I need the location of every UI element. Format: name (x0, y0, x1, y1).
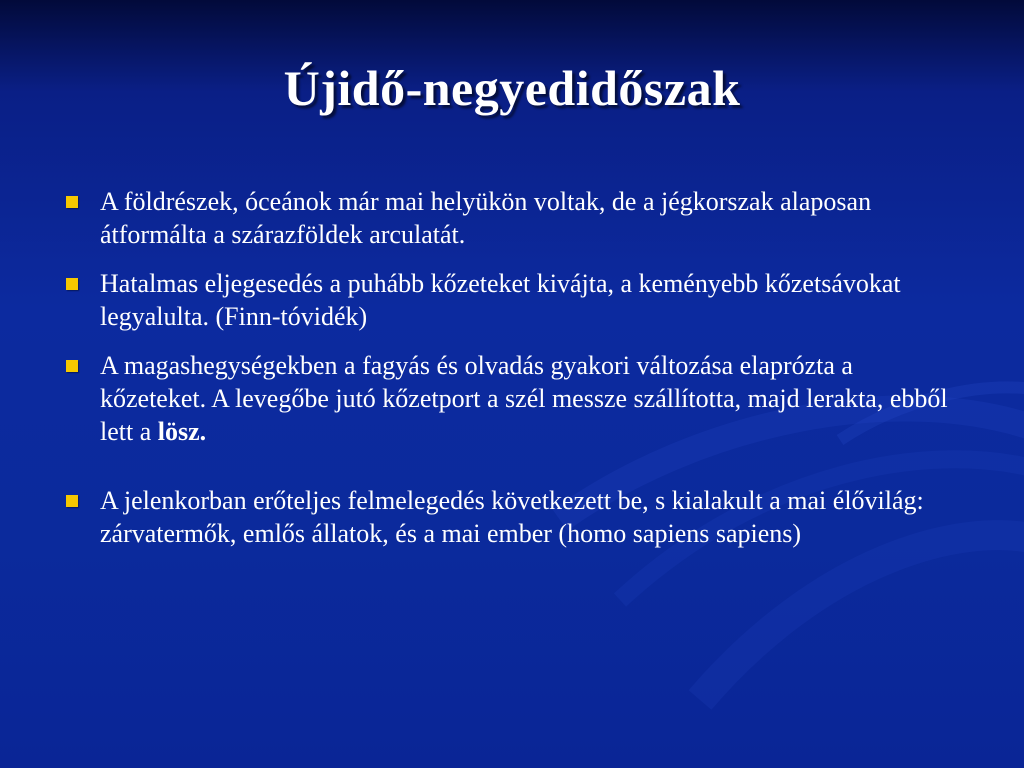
bullet-text: A jelenkorban erőteljes felmelegedés következett be, s kialakult a mai élővilág: zárvatermők, emlős állatok, és a mai ember (homo sapiens sapiens) (100, 486, 924, 548)
list-item (60, 267, 965, 333)
square-bullet-icon (66, 196, 78, 208)
square-bullet-icon (66, 495, 78, 507)
square-bullet-icon (66, 360, 78, 372)
bullet-emphasis: lösz. (157, 417, 207, 446)
list-item (60, 349, 965, 448)
bullet-text: Hatalmas eljegesedés a puhább kőzeteket kivájta, a keményebb kőzetsávokat legyalulta. (Finn-tóvidék) (100, 269, 901, 331)
slide-title: Újidő-negyedidőszak (283, 60, 741, 116)
list-item (60, 185, 965, 251)
bullet-text: A magashegységekben a fagyás és olvadás gyakori változása elaprózta a kőzeteket. A levegőbe jutó kőzetport a szél messze szállította, majd lerakta, ebből lett a (100, 351, 948, 446)
bullet-list (60, 185, 965, 566)
bullet-text: A földrészek, óceánok már mai helyükön voltak, de a jégkorszak alaposan átformálta a szárazföldek arculatát. (100, 187, 872, 249)
list-item (60, 484, 965, 550)
square-bullet-icon (66, 278, 78, 290)
